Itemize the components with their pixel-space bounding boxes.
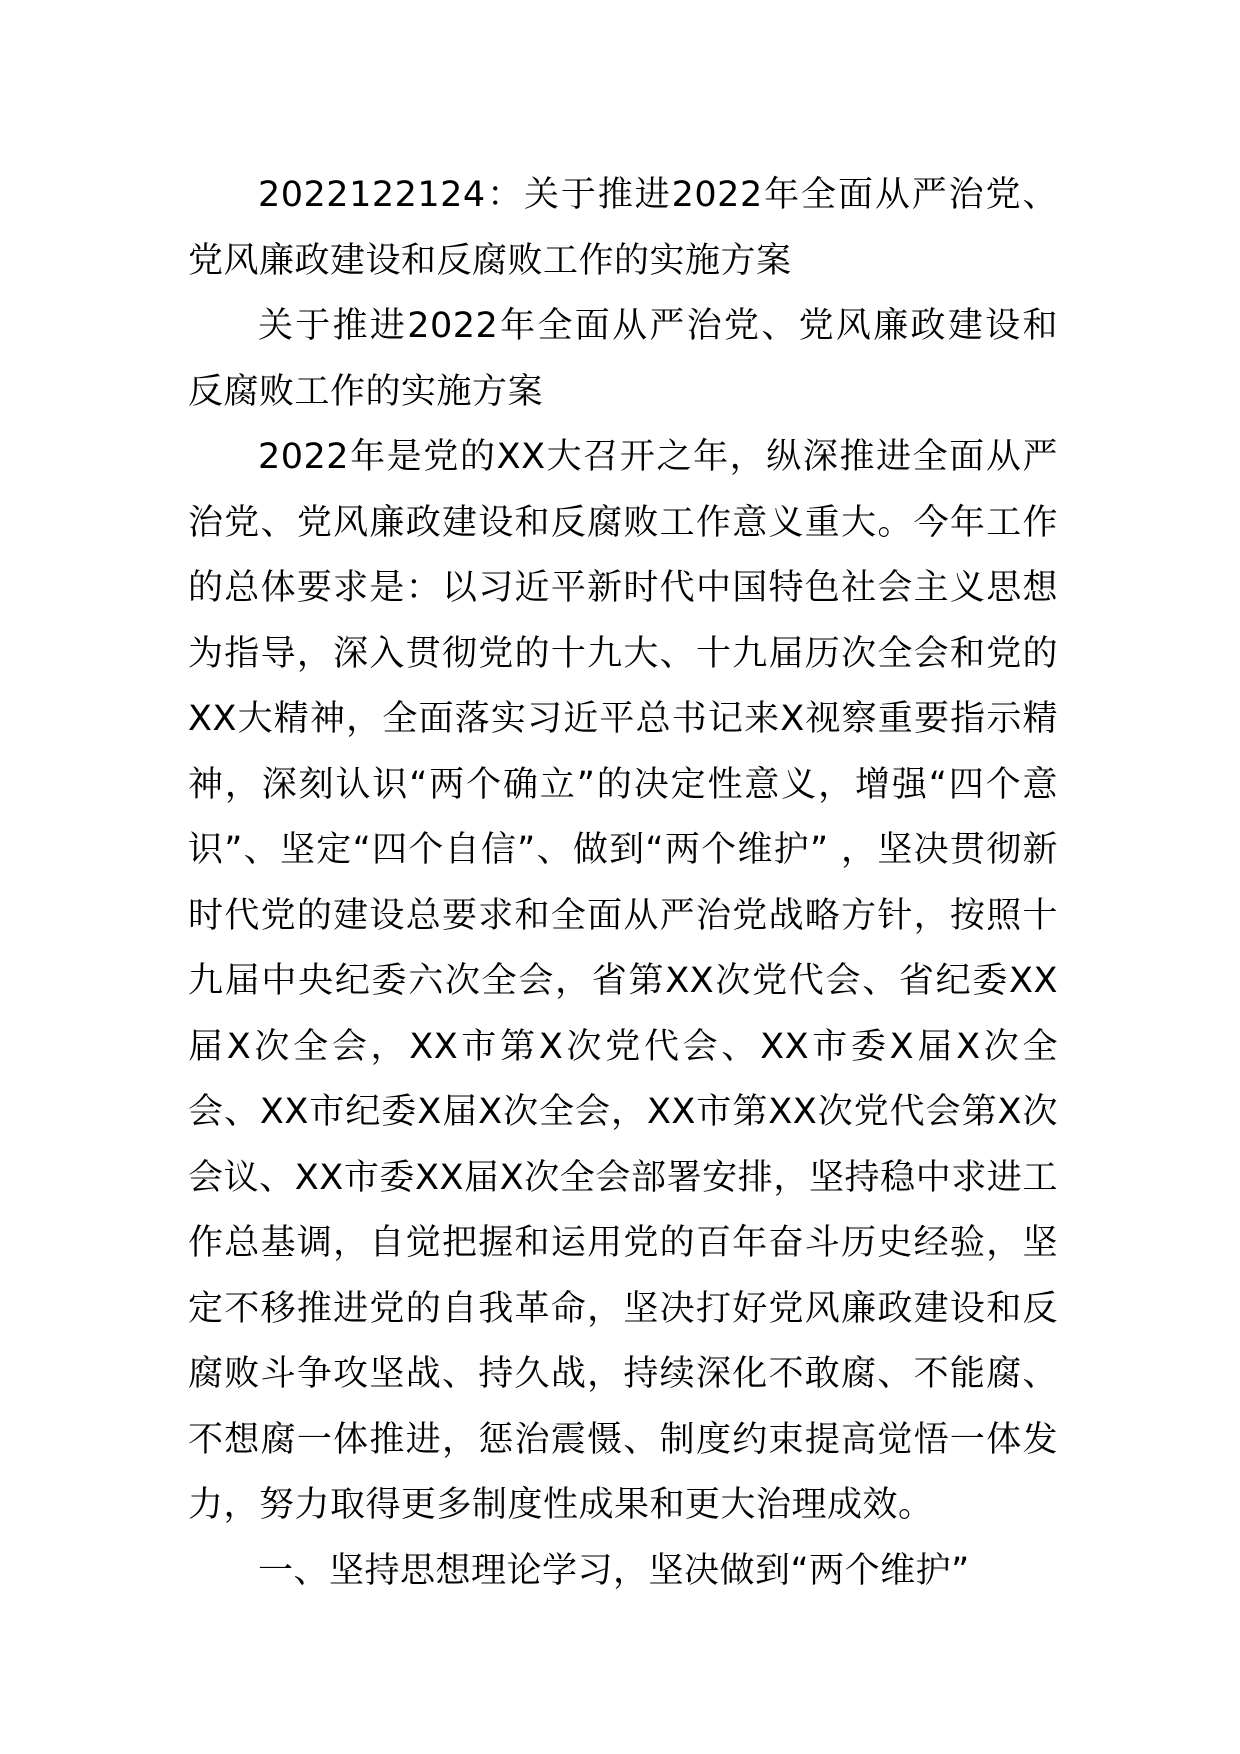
doc-heading: 2022122124：关于推进2022年全面从严治党、党风廉政建设和反腐败工作的实施方案 [188,175,1058,281]
section-heading: 一、坚持思想理论学习，坚决做到“两个维护” [258,1550,970,1591]
intro-paragraph: 2022年是党的XX大召开之年，纵深推进全面从严治党、党风廉政建设和反腐败工作意义重大。今年工作的总体要求是：以习近平新时代中国特色社会主义思想为指导，深入贯彻党的十九大、十九届历次全会和党的XX大精神，全面落实习近平总书记来X视察重要指示精神，深刻认识“两个确立”的决定性意义，增强“四个意识”、坚定“四个自信”、做到“两个维护” ，坚决贯彻新时代党的建设总要求和全面从严治党战略方针，按照十九届中央纪委六次全会，省第XX次党代会、省纪委XX届X次全会，XX市第X次党代会、XX市委X届X次全会、XX市纪委X届X次全会，XX市第XX次党代会第X次会议、XX市委XX届X次全会部署安排，坚持稳中求进工作总基调，自觉把握和运用党的百年奋斗历史经验，坚定不移推进党的自我革命，坚决打好党风廉政建设和反腐败斗争攻坚战、持久战，持续深化不敢腐、不能腐、不想腐一体推进，惩治震慑、制度约束提高觉悟一体发力，努力取得更多制度性成果和更大治理成效。 [188,437,1058,1525]
document-title: 关于推进2022年全面从严治党、党风廉政建设和反腐败工作的实施方案 [188,306,1058,412]
document-body [188,163,1058,1604]
